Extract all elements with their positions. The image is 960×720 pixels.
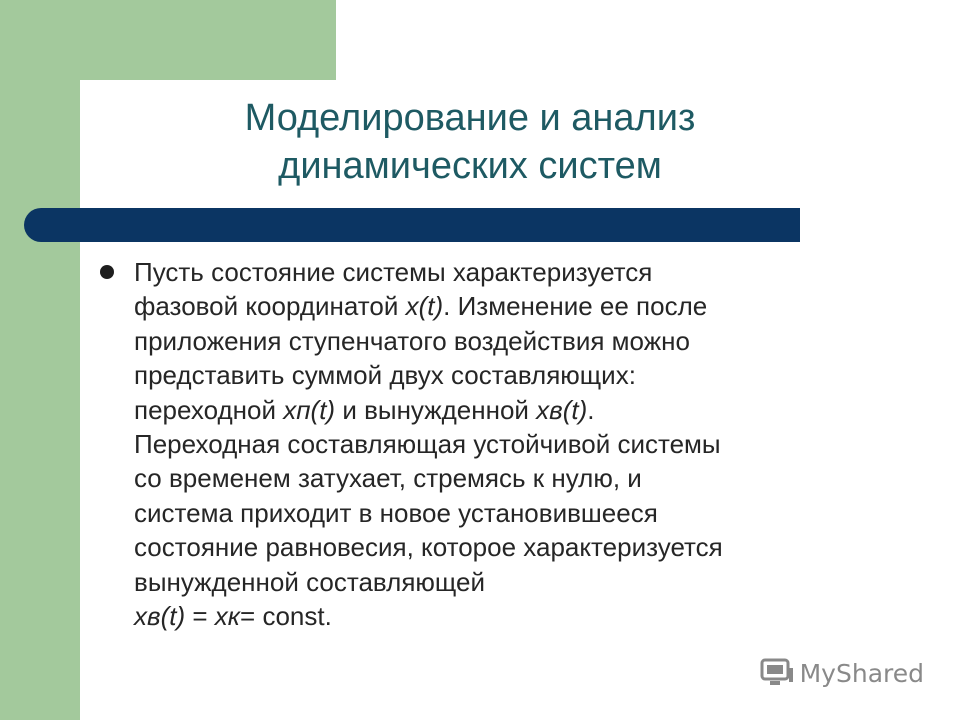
text-line xyxy=(134,599,890,633)
text-run: = const. xyxy=(240,601,332,632)
text-run: приложения ступенчатого воздействия можно xyxy=(134,325,690,356)
text-run: и вынужденной xyxy=(335,394,537,425)
text-line xyxy=(134,427,890,461)
watermark xyxy=(760,656,924,690)
text-line xyxy=(134,461,890,495)
bullet-icon xyxy=(100,265,114,279)
formula-xp: xп(t) xyxy=(283,394,336,425)
formula-x: x(t) xyxy=(405,291,444,322)
text-run: . Изменение ее после xyxy=(443,291,708,322)
green-accent-top xyxy=(0,0,336,80)
bullet-paragraph xyxy=(134,255,890,633)
text-line xyxy=(134,393,890,427)
text-line xyxy=(134,530,890,564)
slide-title xyxy=(150,94,790,190)
bullet-list xyxy=(100,255,890,633)
text-run: = xyxy=(185,601,215,632)
green-accent-left xyxy=(0,0,80,720)
text-run: Переходная составляющая устойчивой системы xyxy=(134,429,721,460)
title-line-2: динамических систем xyxy=(278,145,662,187)
text-run: со временем затухает, стремясь к нулю, и xyxy=(134,463,642,494)
watermark-text: MyShared xyxy=(799,658,924,688)
text-line xyxy=(134,358,890,392)
text-line xyxy=(134,324,890,358)
title-rule xyxy=(50,208,800,242)
text-run: фазовой координатой xyxy=(134,291,406,322)
text-line xyxy=(134,496,890,530)
formula-xk: xк xyxy=(214,601,241,632)
text-run: система приходит в новое установившееся xyxy=(134,497,658,528)
text-run: вынужденной составляющей xyxy=(134,566,485,597)
text-line xyxy=(134,289,890,323)
text-line xyxy=(134,565,890,599)
text-run: Пусть состояние системы характеризуется xyxy=(134,257,653,287)
text-run: представить суммой двух составляющих: xyxy=(134,360,636,391)
rounded-corner xyxy=(80,80,160,160)
formula-xv: xв(t) xyxy=(134,601,186,632)
text-run: . xyxy=(587,394,595,425)
formula-xv: xв(t) xyxy=(536,394,588,425)
title-line-1: Моделирование и анализ xyxy=(244,97,696,139)
mysshared-logo-icon xyxy=(760,658,794,688)
text-line xyxy=(134,255,890,289)
text-run: состояние равновесия, которое характеризуется xyxy=(134,532,723,563)
text-run: переходной xyxy=(134,394,284,425)
